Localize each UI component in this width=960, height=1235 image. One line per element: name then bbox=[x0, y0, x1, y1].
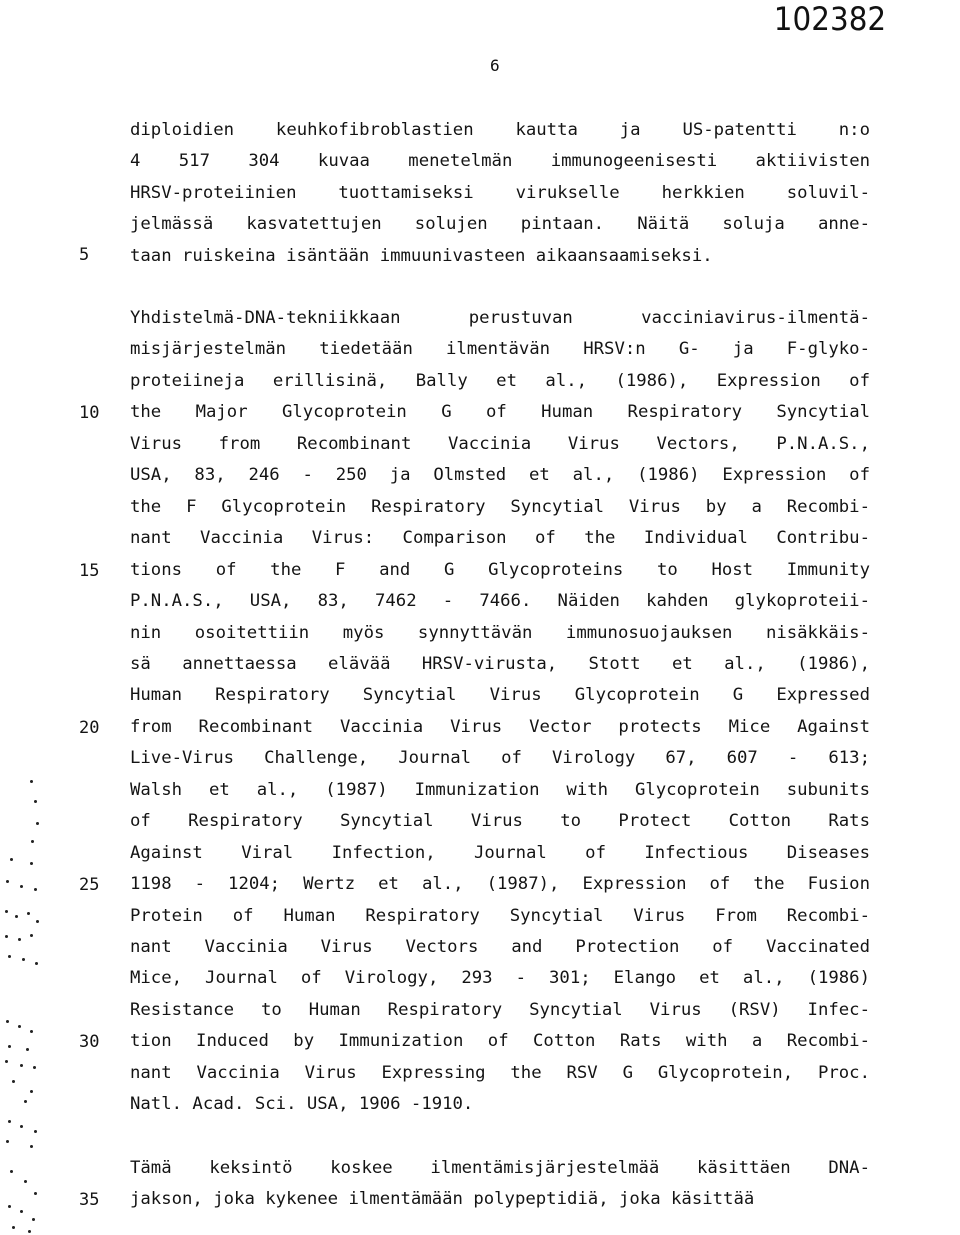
scan-speck bbox=[24, 1100, 27, 1103]
text-line: tion Induced by Immunization of Cotton Rats with a Recombi- bbox=[130, 1031, 870, 1052]
scan-speck bbox=[30, 862, 33, 865]
text-line: sä annettaessa elävää HRSV-virusta, Stott et al., (1986), bbox=[130, 653, 870, 674]
scan-speck bbox=[36, 822, 39, 825]
scan-speck bbox=[10, 858, 13, 861]
text-line: jelmässä kasvatettujen solujen pintaan. Näitä soluja anne- bbox=[130, 214, 870, 235]
scan-speck bbox=[6, 1140, 9, 1143]
scan-speck bbox=[30, 1145, 33, 1148]
scan-speck bbox=[12, 1226, 15, 1229]
scan-speck bbox=[6, 1020, 9, 1023]
text-line: Mice, Journal of Virology, 293 - 301; Elango et al., (1986) bbox=[130, 968, 870, 989]
line-number: 10 bbox=[79, 403, 100, 423]
line-number: 25 bbox=[79, 875, 100, 895]
text-line: Natl. Acad. Sci. USA, 1906 -1910. bbox=[130, 1094, 474, 1115]
text-line: 4 517 304 kuvaa menetelmän immunogeenisesti aktiivisten bbox=[130, 151, 870, 172]
scan-speck bbox=[5, 1060, 8, 1063]
text-line: Resistance to Human Respiratory Syncytial Virus (RSV) Infec- bbox=[130, 999, 870, 1020]
scan-speck bbox=[22, 958, 25, 961]
text-line: from Recombinant Vaccinia Virus Vector protects Mice Against bbox=[130, 716, 870, 737]
text-line: proteiineja erillisinä, Bally et al., (1986), Expression of bbox=[130, 370, 870, 391]
text-line: nant Vaccinia Virus Expressing the RSV G Glycoprotein, Proc. bbox=[130, 1062, 870, 1083]
scan-speck bbox=[34, 1130, 37, 1133]
scan-speck bbox=[20, 885, 23, 888]
scan-speck bbox=[34, 800, 37, 803]
scan-speck bbox=[8, 1045, 11, 1048]
line-number: 15 bbox=[79, 561, 100, 581]
text-line: nin osoitettiin myös synnyttävän immunosuojauksen nisäkkäis- bbox=[130, 622, 870, 643]
line-number: 5 bbox=[79, 245, 90, 265]
scan-speck bbox=[32, 1218, 35, 1221]
text-line: P.N.A.S., USA, 83, 7462 - 7466. Näiden kahden glykoproteii- bbox=[130, 591, 870, 612]
scan-speck bbox=[8, 955, 11, 958]
scan-speck bbox=[31, 840, 34, 843]
scan-speck bbox=[10, 1170, 13, 1173]
scan-speck bbox=[34, 888, 37, 891]
text-line: Walsh et al., (1987) Immunization with Glycoprotein subunits bbox=[130, 779, 870, 800]
scan-speck bbox=[35, 962, 38, 965]
scan-speck bbox=[15, 915, 18, 918]
scan-speck bbox=[18, 938, 21, 941]
text-line: 1198 - 1204; Wertz et al., (1987), Expression of the Fusion bbox=[130, 874, 870, 895]
text-line: of Respiratory Syncytial Virus to Protect Cotton Rats bbox=[130, 811, 870, 832]
scan-speck bbox=[26, 1048, 29, 1051]
text-line: Yhdistelmä-DNA-tekniikkaan perustuvan vacciniavirus-ilmentä- bbox=[130, 308, 870, 328]
scan-speck bbox=[30, 1030, 33, 1033]
scan-speck bbox=[28, 1230, 31, 1233]
scan-speck bbox=[20, 1125, 23, 1128]
scan-speck bbox=[24, 1180, 27, 1183]
scan-speck bbox=[8, 1205, 11, 1208]
scan-speck bbox=[34, 1192, 37, 1195]
scan-speck bbox=[20, 1064, 23, 1067]
page-number: 6 bbox=[490, 56, 500, 75]
document-number: 102382 bbox=[773, 0, 886, 38]
text-line: misjärjestelmän tiedetään ilmentävän HRSV:n G- ja F-glyko- bbox=[130, 339, 870, 360]
scan-speck bbox=[27, 912, 30, 915]
text-line: Virus from Recombinant Vaccinia Virus Vectors, P.N.A.S., bbox=[130, 433, 870, 454]
scan-speck bbox=[30, 1090, 33, 1093]
scan-speck bbox=[36, 920, 39, 923]
text-line: the Major Glycoprotein G of Human Respiratory Syncytial bbox=[130, 402, 870, 423]
text-line: jakson, joka kykenee ilmentämään polypeptidiä, joka käsittää bbox=[130, 1189, 755, 1210]
scan-speck bbox=[20, 1210, 23, 1213]
text-line: taan ruiskeina isäntään immuunivasteen aikaansaamiseksi. bbox=[130, 245, 713, 266]
text-line: nant Vaccinia Virus: Comparison of the Individual Contribu- bbox=[130, 528, 870, 549]
scan-speck bbox=[5, 935, 8, 938]
text-line: the F Glycoprotein Respiratory Syncytial Virus by a Recombi- bbox=[130, 496, 870, 517]
scan-speck bbox=[6, 880, 9, 883]
text-line: USA, 83, 246 - 250 ja Olmsted et al., (1986) Expression of bbox=[130, 465, 870, 486]
text-line: tions of the F and G Glycoproteins to Host Immunity bbox=[130, 559, 870, 580]
text-line: Protein of Human Respiratory Syncytial Virus From Recombi- bbox=[130, 905, 870, 926]
scan-speck bbox=[30, 934, 33, 937]
line-number: 30 bbox=[79, 1032, 100, 1052]
text-line: HRSV-proteiinien tuottamiseksi virukselle herkkien soluvil- bbox=[130, 182, 870, 203]
scan-speck bbox=[30, 780, 33, 783]
scan-speck bbox=[5, 910, 8, 913]
line-number: 35 bbox=[79, 1190, 100, 1210]
line-number: 20 bbox=[79, 718, 100, 738]
text-line: Tämä keksintö koskee ilmentämisjärjestelmää käsittäen DNA- bbox=[130, 1158, 870, 1178]
text-line: Against Viral Infection, Journal of Infectious Diseases bbox=[130, 842, 870, 863]
text-line: diploidien keuhkofibroblastien kautta ja US-patentti n:o bbox=[130, 120, 870, 140]
text-line: Human Respiratory Syncytial Virus Glycoprotein G Expressed bbox=[130, 685, 870, 706]
text-line: Live-Virus Challenge, Journal of Virology 67, 607 - 613; bbox=[130, 748, 870, 769]
scan-speck bbox=[12, 1080, 15, 1083]
scan-speck bbox=[33, 1066, 36, 1069]
text-line: nant Vaccinia Virus Vectors and Protection of Vaccinated bbox=[130, 937, 870, 957]
scan-speck bbox=[18, 1025, 21, 1028]
scan-speck bbox=[8, 1120, 11, 1123]
